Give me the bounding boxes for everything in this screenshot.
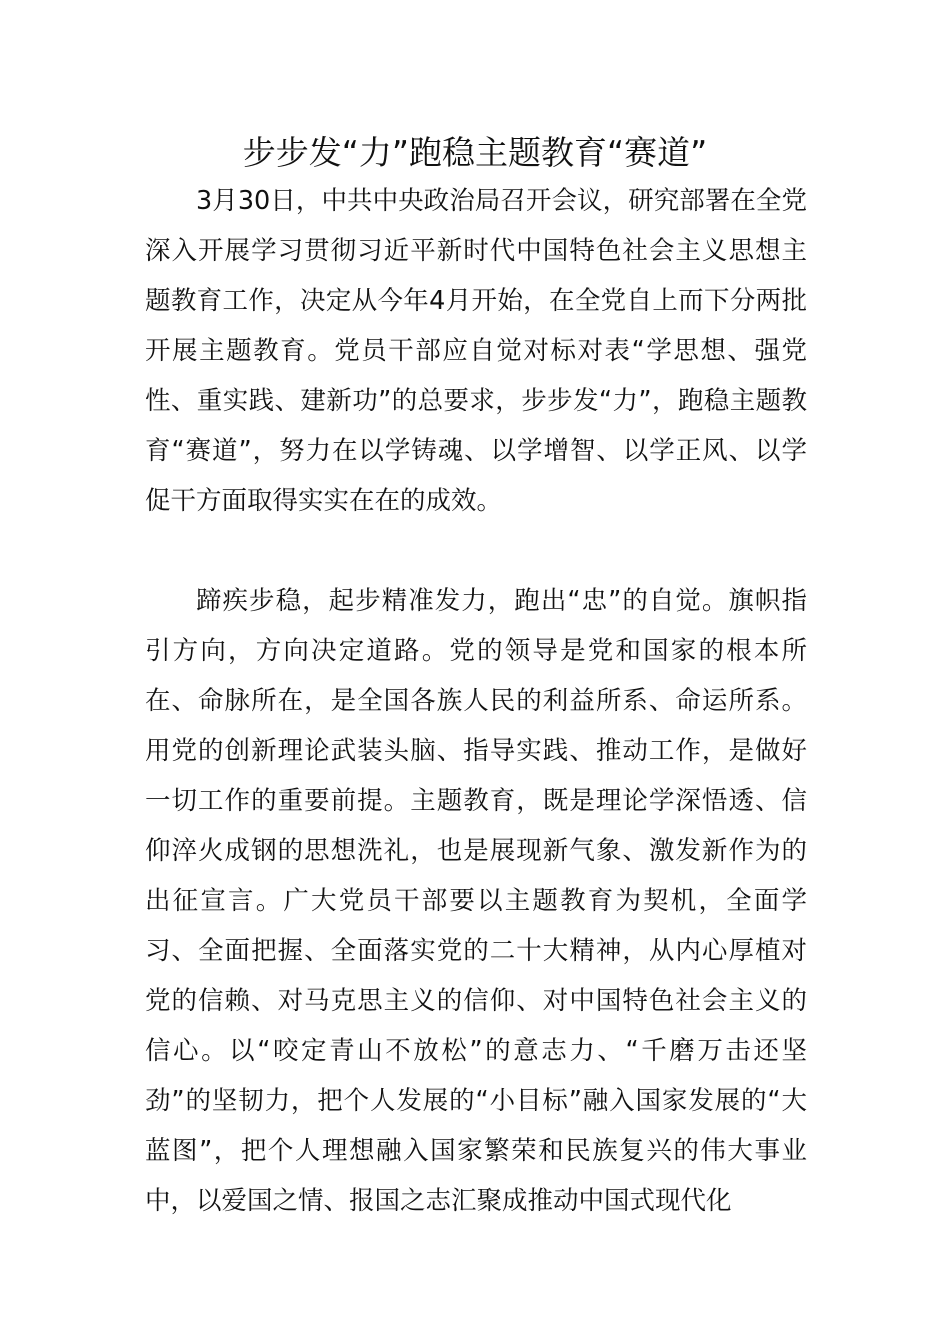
document-title: 步步发“力”跑稳主题教育“赛道” [242, 133, 708, 172]
paragraph-2: 蹄疾步稳，起步精准发力，跑出“忠”的自觉。旗帜指引方向，方向决定道路。党的领导是党和国家的根本所在、命脉所在，是全国各族人民的利益所系、命运所系。用党的创新理论武装头脑、指导实践、推动工作，是做好一切工作的重要前提。主题教育，既是理论学深悟透、信仰淬火成钢的思想洗礼，也是展现新气象、激发新作为的出征宣言。广大党员干部要以主题教育为契机，全面学习、全面把握、全面落实党的二十大精神，从内心厚植对党的信赖、对马克思主义的信仰、对中国特色社会主义的信心。以“咬定青山不放松”的意志力、“千磨万击还坚劲”的坚韧力，把个人发展的“小目标”融入国家发展的“大蓝图”，把个人理想融入国家繁荣和民族复兴的伟大事业中，以爱国之情、报国之志汇聚成推动中国式现代化 [145, 586, 807, 1216]
paragraph-1: 3月30日，中共中央政治局召开会议，研究部署在全党深入开展学习贯彻习近平新时代中国特色社会主义思想主题教育工作，决定从今年4月开始，在全党自上而下分两批开展主题教育。党员干部应自觉对标对表“学思想、强党性、重实践、建新功”的总要求，步步发“力”，跑稳主题教育“赛道”，努力在以学铸魂、以学增智、以学正风、以学促干方面取得实实在在的成效。 [145, 186, 807, 516]
